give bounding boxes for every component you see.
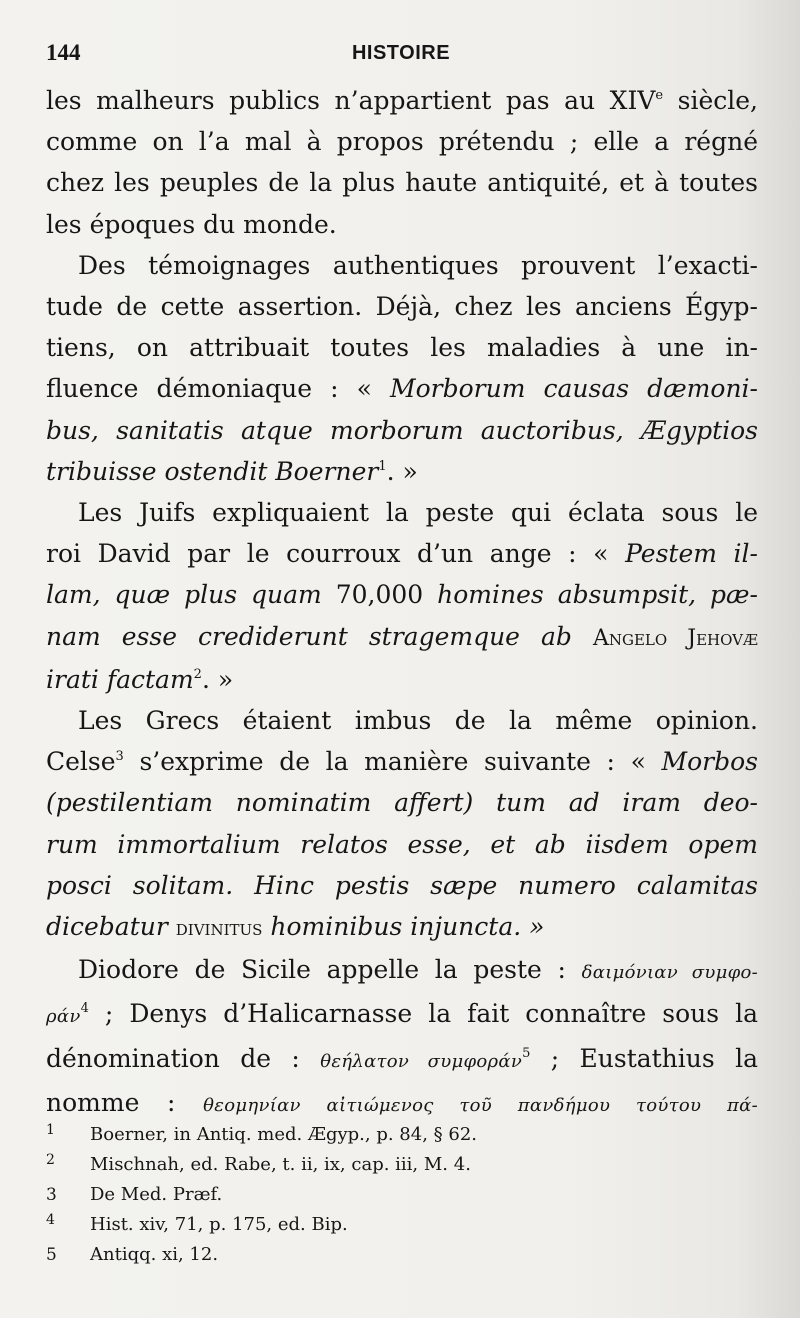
text-line: nomme : θεομηνίαν αἰτιώμενος τοῦ πανδήμου τούτου πά- (46, 1087, 758, 1117)
text-line: chez les peuples de la plus haute antiquité, et à toutes (46, 168, 758, 198)
footnote: 2 Mischnah, ed. Rabe, t. ii, ix, cap. iii, M. 4. (46, 1152, 471, 1175)
text-line: roi David par le courroux d’un ange : « Pestem il- (46, 539, 758, 569)
text-line: tiens, on attribuait toutes les maladies à une in- (46, 333, 758, 363)
paragraph-start: Les Juifs expliquaient la peste qui éclata sous le (78, 498, 758, 528)
text-line: irati factam$^2$. » (46, 664, 234, 694)
text-line: les époques du monde. (46, 209, 337, 239)
text-line: (pestilentiam nominatim affert) tum ad iram deo- (46, 788, 758, 818)
text-line: comme on l’a mal à propos prétendu ; elle a régné (46, 127, 758, 157)
text-line: posci solitam. Hinc pestis sæpe numero calamitas (46, 870, 758, 900)
running-title: HISTOIRE (351, 42, 451, 64)
text-line: tude de cette assertion. Déjà, chez les anciens Égyp- (46, 292, 758, 322)
text-line: lam, quæ plus quam 70,000 homines absumpsit, pæ- (46, 580, 758, 610)
paragraph-start: Les Grecs étaient imbus de la même opinion. (78, 706, 758, 736)
text-line: les malheurs publics n’appartient pas au XIVe siècle, (46, 86, 758, 115)
text-line: rum immortalium relatos esse, et ab iisdem opem (46, 829, 758, 859)
footnotes (46, 1120, 746, 1270)
page-header (46, 40, 756, 74)
paragraph-start: Des témoignages authentiques prouvent l’exacti- (78, 250, 758, 280)
footnote: 4 Hist. xiv, 71, p. 175, ed. Bip. (46, 1212, 348, 1235)
text-line: tribuisse ostendit Boerner$^1$. » (46, 456, 418, 486)
text-line: nam esse crediderunt stragemque ab Angelo Jehovæ (46, 621, 758, 651)
page-number: 144 (46, 40, 81, 65)
text-line: Celse$^3$ s’exprime de la manière suivante : « Morbos (46, 747, 758, 777)
text-line: ράν$^4$ ; Denys d’Halicarnasse la fait connaître sous la (46, 999, 758, 1029)
footnote: 3 De Med. Præf. (46, 1184, 223, 1205)
footnote: 5 Antiqq. xi, 12. (46, 1244, 219, 1265)
footnote: 1 Boerner, in Antiq. med. Ægyp., p. 84, § 62. (46, 1122, 477, 1145)
text-line: dicebatur divinitus hominibus injuncta. » (46, 912, 545, 942)
text-line: fluence démoniaque : « Morborum causas dæmoni- (46, 374, 758, 404)
paragraph-start: Diodore de Sicile appelle la peste : δαιμόνιαν συμφο- (78, 955, 759, 985)
main-text (46, 80, 758, 1126)
text-line: dénomination de : θεήλατον συμφοράν$^5$ ; Eustathius la (46, 1043, 758, 1073)
text-line: bus, sanitatis atque morborum auctoribus, Ægyptios (46, 415, 758, 445)
